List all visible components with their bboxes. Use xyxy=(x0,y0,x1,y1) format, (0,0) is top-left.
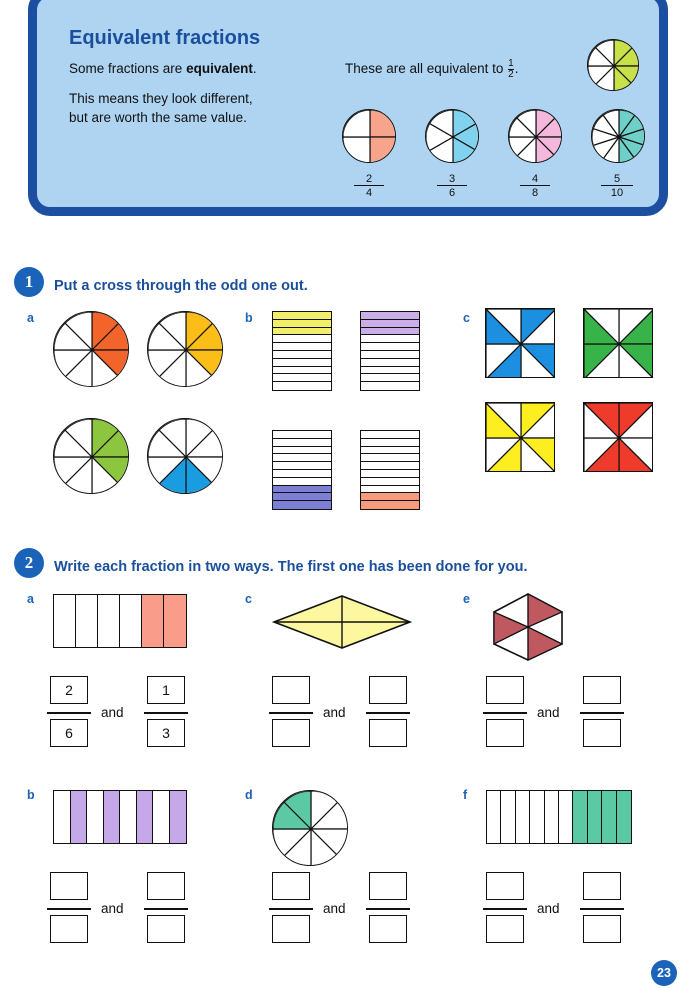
q2-c-denominator-1[interactable] xyxy=(272,719,310,747)
bar-row xyxy=(273,335,331,343)
q2-c-and-label: and xyxy=(323,705,346,720)
q1-square-c4[interactable] xyxy=(583,402,653,472)
bar-row xyxy=(361,335,419,343)
q2-f-fraction-line-1 xyxy=(483,908,527,910)
info-sentence-2a: This means they look different, xyxy=(69,91,253,106)
bar-cell xyxy=(545,791,559,843)
info-sentence-2 xyxy=(69,89,349,127)
bar-row xyxy=(273,447,331,455)
question-1-text: Put a cross through the odd one out. xyxy=(54,278,308,294)
bar-cell xyxy=(71,791,88,843)
q2-a-numerator-2[interactable]: 1 xyxy=(147,676,185,704)
q1-bar-b1[interactable] xyxy=(272,311,332,391)
bar-row xyxy=(273,439,331,447)
bar-row xyxy=(273,470,331,478)
q2-d-numerator-1[interactable] xyxy=(272,872,310,900)
bar-row xyxy=(273,431,331,439)
bar-row xyxy=(361,351,419,359)
q1-bar-b2[interactable] xyxy=(360,311,420,391)
bar-row xyxy=(273,328,331,336)
bar-cell xyxy=(501,791,515,843)
bar-cell xyxy=(54,595,76,647)
q2-f-fraction-line-2 xyxy=(580,908,624,910)
q2-c-fraction-line-2 xyxy=(366,712,410,714)
bar-cell xyxy=(104,791,121,843)
info-frac-label-1: $\frac{3}{6}$ xyxy=(437,173,467,199)
q2-figure-f[interactable] xyxy=(486,790,632,844)
bar-cell xyxy=(120,595,142,647)
q2-part-label-d: d xyxy=(245,788,253,802)
q2-d-denominator-2[interactable] xyxy=(369,915,407,943)
q2-part-label-c: c xyxy=(245,592,252,606)
q2-c-fraction-line-1 xyxy=(269,712,313,714)
bar-cell xyxy=(602,791,616,843)
q1-part-label-a: a xyxy=(27,311,34,325)
bar-cell xyxy=(120,791,137,843)
q1-pie-a3[interactable] xyxy=(53,418,129,494)
q2-c-numerator-1[interactable] xyxy=(272,676,310,704)
q2-e-denominator-1[interactable] xyxy=(486,719,524,747)
q2-d-numerator-2[interactable] xyxy=(369,872,407,900)
bar-row xyxy=(273,374,331,382)
q1-bar-b4[interactable] xyxy=(360,430,420,510)
q2-a-numerator-1[interactable]: 2 xyxy=(50,676,88,704)
bar-cell xyxy=(87,791,104,843)
bar-row xyxy=(273,343,331,351)
bar-cell xyxy=(164,595,186,647)
q2-part-label-e: e xyxy=(463,592,470,606)
bar-cell xyxy=(588,791,602,843)
bar-row xyxy=(273,478,331,486)
q2-e-fraction-line-1 xyxy=(483,712,527,714)
q2-e-fraction-line-2 xyxy=(580,712,624,714)
bar-cell xyxy=(516,791,530,843)
info-frac-label-0: $\frac{2}{4}$ xyxy=(354,173,384,199)
bar-cell xyxy=(573,791,587,843)
q1-pie-a1[interactable] xyxy=(53,311,129,387)
info-frac-label-2: $\frac{4}{8}$ xyxy=(520,173,550,199)
q1-square-c3[interactable] xyxy=(485,402,555,472)
bar-row xyxy=(273,382,331,390)
q2-a-and-label: and xyxy=(101,705,124,720)
inline-fraction-denominator: 2 xyxy=(508,69,514,80)
info-panel xyxy=(28,0,668,216)
info-sentence-3-post: . xyxy=(514,61,519,76)
bar-cell xyxy=(559,791,573,843)
q2-a-fraction-line-1 xyxy=(47,712,91,714)
q2-figure-b[interactable] xyxy=(53,790,187,844)
bar-row xyxy=(361,501,419,509)
bar-cell xyxy=(153,791,170,843)
bar-row xyxy=(273,454,331,462)
info-title: Equivalent fractions xyxy=(69,27,261,49)
info-pie-top xyxy=(587,39,639,91)
q1-part-label-c: c xyxy=(463,311,470,325)
q2-part-label-a: a xyxy=(27,592,34,606)
bar-row xyxy=(361,447,419,455)
q2-f-numerator-2[interactable] xyxy=(583,872,621,900)
info-pie-5-10 xyxy=(591,109,645,163)
q2-f-denominator-2[interactable] xyxy=(583,915,621,943)
bar-cell xyxy=(142,595,164,647)
info-frac-label-3: $\frac{5}{10}$ xyxy=(601,173,633,199)
q2-f-denominator-1[interactable] xyxy=(486,915,524,943)
question-2-number: 2 xyxy=(14,548,44,578)
bar-cell xyxy=(76,595,98,647)
bar-cell xyxy=(137,791,154,843)
q2-d-fraction-line-2 xyxy=(366,908,410,910)
bar-row xyxy=(361,486,419,494)
info-pie-4-8 xyxy=(508,109,562,163)
q1-part-label-b: b xyxy=(245,311,253,325)
q2-b-and-label: and xyxy=(101,901,124,916)
q2-d-and-label: and xyxy=(323,901,346,916)
q2-f-and-label: and xyxy=(537,901,560,916)
bar-row xyxy=(361,431,419,439)
q2-a-denominator-1[interactable]: 6 xyxy=(50,719,88,747)
bar-row xyxy=(273,359,331,367)
q2-f-numerator-1[interactable] xyxy=(486,872,524,900)
q2-b-denominator-2[interactable] xyxy=(147,915,185,943)
info-sentence-2b: but are worth the same value. xyxy=(69,110,247,125)
bar-row xyxy=(273,493,331,501)
bar-cell xyxy=(530,791,544,843)
info-sentence-1: Some fractions are equivalent. xyxy=(69,61,257,76)
inline-fraction-one-half xyxy=(508,59,514,80)
q2-b-fraction-line-1 xyxy=(47,908,91,910)
q2-e-numerator-1[interactable] xyxy=(486,676,524,704)
bar-row xyxy=(361,320,419,328)
bar-row xyxy=(273,367,331,375)
q2-part-label-b: b xyxy=(27,788,35,802)
q1-square-c1[interactable] xyxy=(485,308,555,378)
q2-c-denominator-2[interactable] xyxy=(369,719,407,747)
bar-row xyxy=(273,312,331,320)
inline-fraction-numerator: 1 xyxy=(508,58,514,69)
q2-e-and-label: and xyxy=(537,705,560,720)
bar-row xyxy=(361,478,419,486)
q2-d-fraction-line-1 xyxy=(269,908,313,910)
bar-row xyxy=(361,382,419,390)
q2-d-denominator-1[interactable] xyxy=(272,915,310,943)
q2-b-denominator-1[interactable] xyxy=(50,915,88,943)
bar-row xyxy=(361,374,419,382)
q1-pie-a4[interactable] xyxy=(147,418,223,494)
bar-row xyxy=(361,312,419,320)
info-pie-2-4 xyxy=(342,109,396,163)
bar-row xyxy=(361,462,419,470)
bar-row xyxy=(361,493,419,501)
bar-cell xyxy=(487,791,501,843)
info-pie-3-6 xyxy=(425,109,479,163)
bar-cell xyxy=(98,595,120,647)
info-sentence-3-pre: These are all equivalent to xyxy=(345,61,504,76)
bar-row xyxy=(273,486,331,494)
question-2-text: Write each fraction in two ways. The first one has been done for you. xyxy=(54,559,528,575)
q2-b-numerator-1[interactable] xyxy=(50,872,88,900)
bar-row xyxy=(361,328,419,336)
q2-figure-a[interactable] xyxy=(53,594,187,648)
bar-row xyxy=(273,351,331,359)
q2-e-denominator-2[interactable] xyxy=(583,719,621,747)
q2-a-fraction-line-2 xyxy=(144,712,188,714)
q2-e-numerator-2[interactable] xyxy=(583,676,621,704)
bar-cell xyxy=(170,791,187,843)
bar-cell xyxy=(617,791,631,843)
bar-row xyxy=(361,359,419,367)
bar-row xyxy=(273,501,331,509)
bar-row xyxy=(273,320,331,328)
bar-cell xyxy=(54,791,71,843)
q2-b-numerator-2[interactable] xyxy=(147,872,185,900)
bar-row xyxy=(361,439,419,447)
bar-row xyxy=(361,454,419,462)
q2-figure-c[interactable] xyxy=(270,592,414,652)
q1-square-c2[interactable] xyxy=(583,308,653,378)
question-1-number: 1 xyxy=(14,267,44,297)
info-sentence-3 xyxy=(345,59,615,80)
bar-row xyxy=(361,367,419,375)
page-number: 23 xyxy=(651,960,677,986)
bar-row xyxy=(361,343,419,351)
q2-a-denominator-2[interactable]: 3 xyxy=(147,719,185,747)
q2-c-numerator-2[interactable] xyxy=(369,676,407,704)
q2-figure-e[interactable] xyxy=(486,590,570,662)
bar-row xyxy=(361,470,419,478)
q2-figure-d[interactable] xyxy=(272,790,348,866)
q1-pie-a2[interactable] xyxy=(147,311,223,387)
bar-row xyxy=(273,462,331,470)
q1-bar-b3[interactable] xyxy=(272,430,332,510)
q2-part-label-f: f xyxy=(463,788,468,802)
q2-b-fraction-line-2 xyxy=(144,908,188,910)
